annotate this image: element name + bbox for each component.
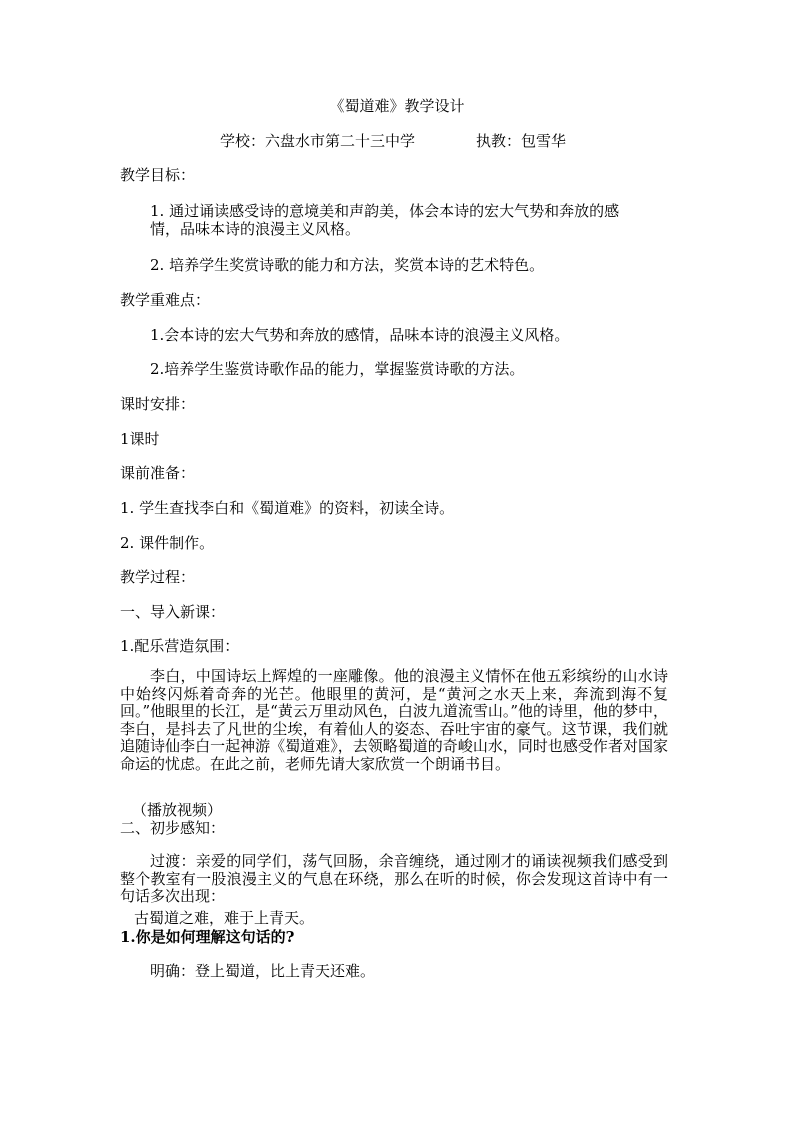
preparation-item-2: 2. 课件制作。 <box>120 534 215 552</box>
schedule-heading: 课时安排： <box>120 395 196 413</box>
section-2-heading: 二、初步感知： <box>120 819 226 837</box>
preparation-heading: 课前准备： <box>120 464 196 482</box>
goal-item-2: 2. 培养学生奖赏诗歌的能力和方法，奖赏本诗的艺术特色。 <box>150 256 545 274</box>
video-note: （播放视频） <box>132 801 223 819</box>
key-point-item-1: 1.会本诗的宏大气势和奔放的感情，品味本诗的浪漫主义风格。 <box>150 326 570 344</box>
goal-item-1-continued: 情，品味本诗的浪漫主义风格。 <box>150 220 361 238</box>
key-point-item-2: 2.培养学生鉴赏诗歌作品的能力，掌握鉴赏诗歌的方法。 <box>150 360 525 378</box>
question-1: 1.你是如何理解这句话的? <box>120 928 295 946</box>
preparation-item-1: 1. 学生查找李白和《蜀道难》的资料，初读全诗。 <box>120 499 455 517</box>
intro-paragraph: 李白，中国诗坛上辉煌的一座雕像。他的浪漫主义情怀在他五彩缤纷的山水诗中始终闪烁着奇奔的光芒。他眼里的黄河，是“黄河之水天上来，奔流到海不复回。”他眼里的长江，是“黄云万里动风色，白波九道流雪山。”他的诗里，他的梦中，李白，是抖去了凡世的尘埃，有着仙人的姿态、吞吐宇宙的豪气。这节课，我们就追随诗仙李白一起神游《蜀道难》，去领略蜀道的奇峻山水，同时也感受作者对国家命运的忧虑。在此之前，老师先请大家欣赏一个朗诵书目。 <box>120 667 669 773</box>
school-name: 学校：六盘水市第二十三中学 <box>220 132 416 150</box>
schedule-value: 1课时 <box>120 430 160 448</box>
answer-1: 明确：登上蜀道，比上青天还难。 <box>150 962 376 980</box>
process-heading: 教学过程： <box>120 568 196 586</box>
section-1-sub-heading: 1.配乐营造氛围： <box>120 637 240 655</box>
transition-paragraph: 过渡：亲爱的同学们，荡气回肠，余音缠绕，通过刚才的诵读视频我们感受到整个教室有一股浪漫主义的气息在环绕，那么在听的时候，你会发现这首诗中有一句话多次出现： <box>120 852 668 905</box>
goal-item-1: 1. 通过诵读感受诗的意境美和声韵美，体会本诗的宏大气势和奔放的感 <box>150 202 620 220</box>
document-title: 《蜀道难》教学设计 <box>329 97 465 115</box>
goals-heading: 教学目标： <box>120 166 196 184</box>
section-1-heading: 一、导入新课： <box>120 603 226 621</box>
teacher-name: 执教：包雪华 <box>476 132 567 150</box>
key-points-heading: 教学重难点： <box>120 291 211 309</box>
poem-quote: 古蜀道之难，难于上青天。 <box>134 909 315 927</box>
